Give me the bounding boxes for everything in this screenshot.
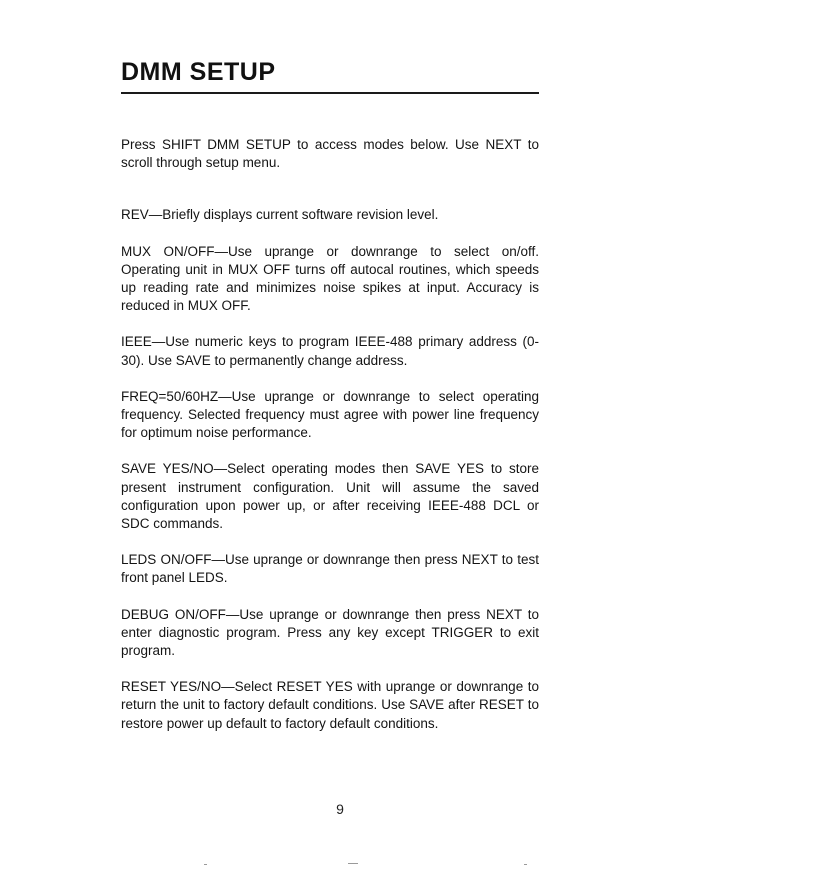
intro-paragraph: Press SHIFT DMM SETUP to access modes below. Use NEXT to scroll through setup menu.	[121, 137, 539, 171]
page-number: 9	[336, 801, 344, 817]
scan-speck	[204, 864, 207, 865]
title-underline	[121, 92, 539, 94]
save-paragraph: SAVE YES/NO—Select operating modes then SAVE YES to store present instrument configuration. Unit will assume the saved configuration upon power up, or after receiving IEEE-488 DCL or SDC commands.	[121, 461, 539, 532]
leds-paragraph: LEDS ON/OFF—Use uprange or downrange then press NEXT to test front panel LEDS.	[121, 552, 539, 586]
page-title: DMM SETUP	[121, 58, 276, 86]
reset-paragraph: RESET YES/NO—Select RESET YES with uprange or downrange to return the unit to factory default conditions. Use SAVE after RESET to restore power up default to factory default conditions.	[121, 679, 539, 731]
scan-speck	[524, 864, 527, 865]
debug-paragraph: DEBUG ON/OFF—Use uprange or downrange then press NEXT to enter diagnostic program. Press any key except TRIGGER to exit program.	[121, 606, 539, 659]
ieee-paragraph: IEEE—Use numeric keys to program IEEE-488 primary address (0-30). Use SAVE to permanently change address.	[121, 334, 539, 368]
scan-speck	[348, 863, 358, 864]
freq-paragraph: FREQ=50/60HZ—Use uprange or downrange to select operating frequency. Selected frequency must agree with power line frequency for optimum noise performance.	[121, 388, 539, 441]
page-body	[121, 136, 539, 751]
rev-paragraph: REV—Briefly displays current software revision level.	[121, 207, 439, 223]
mux-paragraph: MUX ON/OFF—Use uprange or downrange to select on/off. Operating unit in MUX OFF turns off autocal routines, which speeds up reading rate and minimizes noise spikes at input. Accuracy is reduced in MUX OFF.	[121, 243, 539, 314]
